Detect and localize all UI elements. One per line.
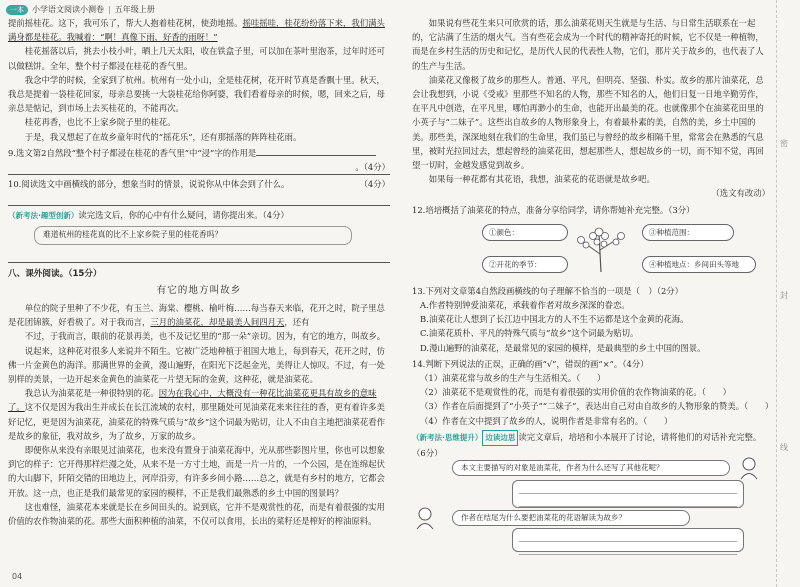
answer-line[interactable] xyxy=(8,160,390,175)
answer-line[interactable] xyxy=(256,155,376,156)
paragraph: 说起来，这种花对很多人来说并不陌生。它被广泛地种植于祖国大地上，每到春天，花开之时，仿佛一片金黄色的海洋。那满世界的金黄，漫山遍野，在阳光下泛起金光，美得让人惊叹。不过，有一处别样的美景，一边开起来金黄色的油菜花一片望无际的金黄，这种花，就是油菜花。 xyxy=(8,345,385,385)
option-d[interactable]: D.漫山遍野的油菜花，是最常见的家园的模样，是最典型的乡土中国的图景。 xyxy=(420,342,706,353)
student-avatar-icon xyxy=(738,456,760,480)
range-box[interactable]: ③种植范围： xyxy=(642,224,734,241)
underlined-passage: 摇哇摇哇，桂花纷纷落下来，我们满头满身都是桂花。我喊着：“啊！真像下雨，好香的雨呀！” xyxy=(8,18,385,43)
question-14: 14.判断下列说法的正误，正确的画“√”，错误的画“×”。（4分） xyxy=(412,358,649,369)
left-column: 提前摇桂花。这下，我可乐了，帮大人抱着桂花树，使劲地摇。摇哇摇哇，桂花纷纷落下来，我们满头满身都是桂花。我喊着：“啊！真像下雨，好香的雨呀！” 桂花摇落以后，挑去小枝小叶，晒上几天太阳，收在铁盒子里，可以加在茶叶里泡茶，过年时还可以做糕饼。全年，整个村子都浸在桂花的香气里。 我念中学的时候，全家到了杭州。杭州有一处小山，全是桂花树，花开时节真是香飘十里。秋天，我总是提着一袋桂花回家，母亲总要挑一大袋桂花给你阿婆，我们看着母亲的时候，嗯，回来之后，母亲总是惦记，到市场上去买桂花的，不能再次。 桂花再香，也比不上家乡院子里的桂花。 于是，我又想起了在故乡童年时代的“摇花乐”，还有那摇落的阵阵桂花雨。 9.选文第2自然段“整个村子都浸在桂花的香气里”中“浸”字的作用是 。（4分） 10.阅读选文中画横线的部分，想象当时的情景，说说你从中体会到了什么。 （4分） （新考法·趣型创新）读完选文后，你的心中有什么疑问，请你提出来。（4分） 难道杭州的桂花真的比不上家乡院子里的桂花香吗？ 八、课外阅读。（15分） 有它的地方叫故乡 单位的院子里种了不少花，有玉兰、海棠、樱桃、榆叶梅……每当春天来临，花开之时，院子里总是花团锦簇，好看极了。对于我而言，三月的油菜花，却是最美人间四月天，还有 不过，于我而言，眼前的花景再美，也不及记忆里的“那一朵”亲切。因为，有它的地方，叫故乡。 说起来，这种花对很多人来说并不陌生。它被广泛地种植于祖国大地上，每到春天，花开之时，仿佛一片金黄色的海洋。那满世界的金黄，漫山遍野，在阳光下泛起金光，美得让人惊叹。不过，有一处别样的美景，一边开起来金黄色的油菜花一片望无际的金黄，这种花，就是油菜花。 我总认为油菜花是一种很特别的花。因为在我心中，大概没有一种花比油菜花更具有故乡的意味了。这不仅是因为我出生并成长在长江流域的农村，那里随处可见油菜花来来往往的香，更有着许多美好记忆，更是因为油菜花，油菜花的特殊气质与“故乡”这个词最为贴切，让人不由自主地把油菜花看作是故乡的象征，我对故乡，为了故乡，万家的故乡。 即便你从来没有亲眼见过油菜花，也来没有置身于油菜花海中，光从那些影图片里，你也可以想象到它的样子：它开得那样烂漫之处，从来不是一方寸土地，而是一片一片的，一个公园，是在连绵起伏的大山脚下，阡陌交错的田地边上，河岸沿旁，有许多乡间小路……总之，就是有乡村的地方，它都会开放。这一点，也正是我们最常见的家园的模样，不正是我们最熟悉的乡土中国的图景吗？ 这也难怪，油菜花本来就是长在乡间田头的。说到底，它并不是观赏性的花，而是有着很强的实用价值的农作物油菜的花。那些大面积种植的油菜，不仅可以食用，长出的菜籽还是榨好的榨油原料。 xyxy=(8,16,390,528)
section-heading: 八、课外阅读。（15分） xyxy=(8,268,102,279)
brand-tag: 一本 xyxy=(6,5,28,15)
page-header: 一本 小学语文阅读小测卷 | 五年级上册 xyxy=(6,4,155,15)
side-mark: 密 xyxy=(780,139,788,148)
judgement-item[interactable]: （1）油菜花常与故乡的生产与生活相关。（ ） xyxy=(420,373,606,384)
underlined-sentence: 因为在我心中，大概没有一种花比油菜花更具有故乡的意味了。 xyxy=(8,388,377,413)
season-box[interactable]: ②开花的季节： xyxy=(482,256,568,273)
rapeseed-flower-icon xyxy=(569,224,633,274)
new-format-badge: （新考法·趣型创新） xyxy=(8,211,79,221)
fold-line xyxy=(776,0,777,587)
judgement-item[interactable]: （4）作者在文中提到了故乡的人，说明作者是非常有名的。（ ） xyxy=(420,415,673,426)
side-mark: 封 xyxy=(780,291,788,300)
grade-label: 五年级上册 xyxy=(114,5,155,14)
question-12: 12.培培概括了油菜花的特点，准备分享给同学，请你帮她补充完整。（3分） xyxy=(412,204,695,215)
speech-bubble: 作者在结尾为什么要把油菜花的花语解读为故乡？ xyxy=(452,510,690,526)
paragraph: 桂花再香，也比不上家乡院子里的桂花。 xyxy=(24,117,176,128)
answer-line[interactable] xyxy=(8,191,390,206)
paragraph: 不过，于我而言，眼前的花景再美，也不及记忆里的“那一朵”亲切。因为，有它的地方，叫故乡。 xyxy=(24,331,386,342)
paragraph: 桂花摇落以后，挑去小枝小叶，晒上几天太阳，收在铁盒子里，可以加在茶叶里泡茶，过年时还可以做糕饼。全年，整个村子都浸在桂花的香气里。 xyxy=(8,46,385,71)
student-avatar-icon xyxy=(414,506,436,530)
question-11: （新考法·趣型创新）读完选文后，你的心中有什么疑问，请你提出来。（4分） xyxy=(8,208,390,223)
option-c[interactable]: C.油菜花质朴、平凡的特殊气质与“故乡”这个词最为贴切。 xyxy=(420,328,639,339)
paragraph: 我念中学的时候，全家到了杭州。杭州有一处小山，全是桂花树，花开时节真是香飘十里。秋天，我总是提着一袋桂花回家，母亲总要挑一大袋桂花给你阿婆，我们看着母亲的时候，嗯，回来之后，母亲总是惦记，到市场上去买桂花的，不能再次。 xyxy=(8,74,385,114)
new-format-badge: （新考法·思维提升） xyxy=(412,432,483,442)
question-15: （新考法·思维提升） 边读边思 读完文章后，培培和小本展开了讨论，请将他们的对话补充完整。 xyxy=(412,430,770,446)
option-b[interactable]: B.油菜花让人想到了长江边中国北方的人不生不运都是这个金黄的花海。 xyxy=(420,314,689,325)
paragraph: 如果每一种花都有其花语，我想，油菜花的花语就是故乡吧。 xyxy=(428,174,655,185)
paragraph: 即便你从来没有亲眼见过油菜花，也来没有置身于油菜花海中，光从那些影图片里，你也可以想象到它的样子：它开得那样烂漫之处，从来不是一方寸土地，而是一片一片的，一个公园，是在连绵起伏的大山脚下，阡陌交错的田地边上，河岸沿旁，有许多乡间小路……总之，就是有乡村的地方，它都会开放。这一点，也正是我们最常见的家园的模样，不正是我们最熟悉的乡土中国的图景吗？ xyxy=(8,445,385,498)
judgement-item[interactable]: （2）油菜花不是观赏性的花，而是有着很强的实用价值的农作物油菜的花。（ ） xyxy=(420,387,732,398)
location-box: ④种植地点：乡间田头等地 xyxy=(642,256,756,273)
dialogue-area xyxy=(412,460,770,550)
paragraph: 这也难怪，油菜花本来就是长在乡间田头的。说到底，它并不是观赏性的花，而是有着很强的实用价值的农作物油菜的花。那些大面积种植的油菜，不仅可以食用，长出的菜籽还是榨好的榨油原料。 xyxy=(8,501,385,527)
question-10: 10.阅读选文中画横线的部分，想象当时的情景，说说你从中体会到了什么。 （4分） xyxy=(8,179,390,190)
paragraph: 于是，我又想起了在故乡童年时代的“摇花乐”，还有那摇落的阵阵桂花雨。 xyxy=(24,131,302,142)
feature-diagram xyxy=(412,220,770,280)
read-think-tag: 边读边思 xyxy=(482,430,518,446)
paragraph: 如果说有些花生来只可欣赏的话，那么油菜花则天生就是与生活、与日常生活联系在一起的，它沾满了生活的烟火气。当有些花会成为一个时代的精神寄托的时候，它不仅是一种植物，而是在乡村生活的历史和记忆，是历代人民的代表性人物，它们，那片关于故乡的，也代表了人的生产与生活。 xyxy=(412,18,764,71)
article-title: 有它的地方叫故乡 xyxy=(156,284,242,296)
question-box: 难道杭州的桂花真的比不上家乡院子里的桂花香吗？ xyxy=(34,226,352,244)
speech-bubble: 本文主要描写的对象是油菜花，作者为什么还写了其他花呢？ xyxy=(452,460,730,476)
judgement-item[interactable]: （3）作者在后面提到了“小英子”“二妹子”，表达出自己对由自故乡的人物形象的赞美。（ ） xyxy=(420,401,774,412)
answer-box[interactable] xyxy=(512,480,744,508)
color-box[interactable]: ①颜色： xyxy=(482,224,568,241)
right-column: 如果说有些花生来只可欣赏的话，那么油菜花则天生就是与生活、与日常生活联系在一起的，它沾满了生活的烟火气。当有些花会成为一个时代的精神寄托的时候，它不仅是一种植物，而是在乡村生活的历史和记忆，是历代人民的代表性人物，它们，那片关于故乡的，也代表了人的生产与生活。 油菜花又像极了故乡的那些人。普通、平凡，但明亮、坚强、朴实。故乡的那片油菜花，总会让我想到，小说《受戒》里那些不知名的人物，那些不知名的人，他们日复一日地辛勤劳作，在平凡中创造，在平凡里，哪怕再渺小的生命，也能开出最美的花。也就像那个在油菜花田里的小英子与“二妹子”。这些出自故乡的人物形象身上，有着最朴素的美，自然的美，乡土中国的美。那些美，深深地刻在我们的生命里，我们虽已与曾经的故乡相隔千里，常常会在熟悉的气息里，被时光拉回过去，想起曾经的油菜花田，想起那些人，想起故乡的一切，而不知不觉，再回望一切时，金越发感觉到故乡。 如果每一种花都有其花语，我想，油菜花的花语就是故乡吧。 （选文有改动） 12.培培概括了油菜花的特点，准备分享给同学，请你帮她补充完整。（3分） ①颜色： ②开花的季节： ③种植范围： ④种植地点：乡间田头等地 13.下列对文章第4自然段画横线的句子理解不恰当的一项是（ ）（2分） A.作者特别钟爱油菜花，承载着作者对故乡深深的眷恋。 B.油菜花让人想到了长江边中国北方的人不生不运都是这个金黄的花海。 C.油菜花质朴、平凡的特殊气质与“故乡”这个词最为贴切。 D.漫山遍野的油菜花，是最常见的家园的模样，是最典型的乡土中国的图景。 14.判断下列说法的正误，正确的画“√”，错误的画“×”。（4分） （1）油菜花常与故乡的生产与生活相关。（ ） （2）油菜花不是观赏性的花，而是有着很强的实用价值的农作物油菜的花。（ ） （3）作者在后面提到了“小英子”“二妹子”，表达出自己对由自故乡的人物形象的赞美。（ ） （4）作者在文中提到了故乡的人，说明作者是非常有名的。（ ） （新考法·思维提升） 边读边思 读完文章后，培培和小本展开了讨论，请将他们的对话补充完整。 （6分） 本文主要描写的对象是油菜花，作者为什么还写了其他花呢？ 作者在结尾为什么要把油菜花的花语解读为故乡？ xyxy=(412,16,770,550)
paragraph: 油菜花又像极了故乡的那些人。普通、平凡，但明亮、坚强、朴实。故乡的那片油菜花，总会让我想到，小说《受戒》里那些不知名的人物，那些不知名的人，他们日复一日地辛勤劳作，在平凡中创造，在平凡里，哪怕再渺小的生命，也能开出最美的花。也就像那个在油菜花田里的小英子与“二妹子”。这些出自故乡的人物形象身上，有着最朴素的美，自然的美，乡土中国的美。那些美，深深地刻在我们的生命里，我们虽已与曾经的故乡相隔千里，常常会在熟悉的气息里，被时光拉回过去，想起曾经的油菜花田，想起那些人，想起故乡的一切，而不知不觉，再回望一切时，金越发感觉到故乡。 xyxy=(412,74,764,171)
side-mark: 线 xyxy=(780,443,788,452)
answer-line[interactable] xyxy=(8,248,390,263)
page-number: 04 xyxy=(12,572,23,581)
series-title: 小学语文阅读小测卷 xyxy=(32,5,104,14)
answer-box[interactable] xyxy=(512,528,744,552)
question-9: 9.选文第2自然段“整个村子都浸在桂花的香气里”中“浸”字的作用是 。（4分） xyxy=(8,147,390,173)
option-a[interactable]: A.作者特别钟爱油菜花，承载着作者对故乡深深的眷恋。 xyxy=(420,300,630,311)
source-note: （选文有改动） xyxy=(711,188,770,199)
question-13: 13.下列对文章第4自然段画横线的句子理解不恰当的一项是（ ）（2分） xyxy=(412,285,684,296)
